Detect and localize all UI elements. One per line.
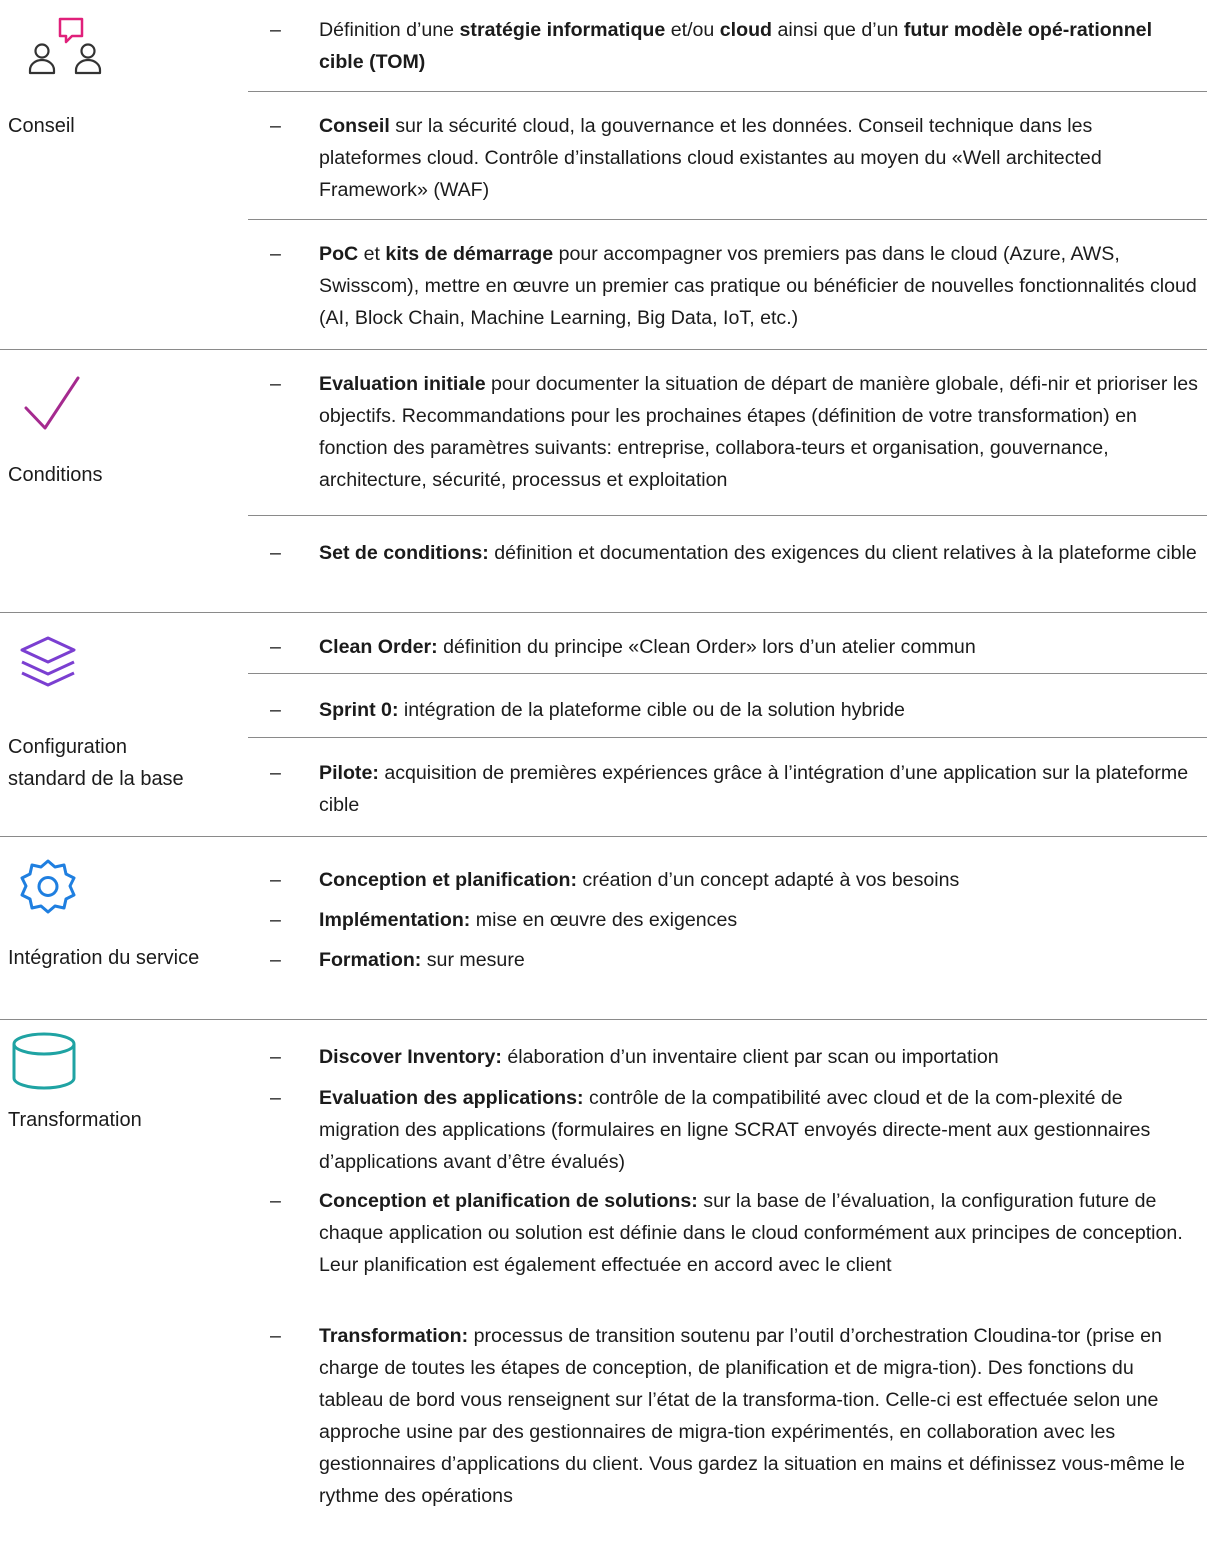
item-text — [319, 537, 1199, 569]
item-text — [319, 631, 1199, 663]
text-run: pour documenter la situation de départ de manière globale, défi-nir et prioriser les objectifs. Recommandations pour les prochaines étapes (définition de votre transformation) en fonction des paramètres suivants: entreprise, collabora-teurs et organisation, gouvernance, architecture, sécurité, processus et exploitation — [319, 373, 1198, 491]
section-divider — [0, 612, 1207, 613]
item-text — [319, 944, 1199, 976]
text-run: pour accompagner vos premiers pas dans le cloud (Azure, AWS, Swisscom), mettre en œuvre un premier cas pratique ou bénéficier de nouvelles fonctionnalités cloud (AI, Block Chain, Machine Learning, Big Data, IoT, etc.) — [319, 243, 1197, 329]
section-divider — [0, 836, 1207, 837]
layers-icon — [8, 626, 88, 706]
section-label-configuration: Configuration standard de la base — [8, 736, 184, 790]
item-dash: – — [270, 949, 281, 971]
item-text — [319, 110, 1199, 206]
text-run: définition du principe «Clean Order» lors d’un atelier commun — [437, 636, 976, 658]
bold-term: Clean Order: — [319, 636, 438, 658]
bold-term: Set de conditions: — [319, 542, 489, 564]
item-text — [319, 1082, 1199, 1178]
text-run: sur la sécurité cloud, la gouvernance et les données. Conseil technique dans les plateformes cloud. Contrôle d’installations cloud existantes au moyen du «Well architected Framework» (WAF) — [319, 115, 1102, 201]
section-label-transformation: Transformation — [8, 1109, 142, 1131]
text-run: élaboration d’un inventaire client par scan ou importation — [501, 1046, 999, 1068]
bold-term: Evaluation des applications: — [319, 1087, 584, 1109]
item-dash: – — [270, 542, 281, 564]
text-run: ainsi que d’un — [772, 19, 904, 41]
section-conditions-label-col — [8, 368, 238, 438]
item-text — [319, 14, 1199, 78]
text-run: Définition d’une — [319, 19, 460, 41]
item-divider — [248, 673, 1207, 674]
text-run: et — [358, 243, 386, 265]
item-dash: – — [270, 1087, 281, 1109]
item-dash: – — [270, 762, 281, 784]
item-dash: – — [270, 636, 281, 658]
bold-term: Conception et planification de solutions: — [319, 1190, 698, 1212]
item-text — [319, 904, 1199, 936]
item-dash: – — [270, 1325, 281, 1347]
bold-term: kits de démarrage — [385, 243, 554, 265]
text-run: définition et documentation des exigences du client relatives à la plateforme cible — [488, 542, 1197, 564]
bold-term: Conseil — [319, 115, 390, 137]
text-run: et/ou — [665, 19, 720, 41]
text-run: intégration de la plateforme cible ou de la solution hybride — [398, 699, 905, 721]
section-config-label-col — [8, 626, 238, 706]
item-dash: – — [270, 1190, 281, 1212]
item-divider — [248, 219, 1207, 220]
section-transformation-label-col — [8, 1028, 238, 1098]
text-run: acquisition de premières expériences grâce à l’intégration d’une application sur la plateforme cible — [319, 762, 1189, 816]
item-text — [319, 1320, 1199, 1512]
item-text — [319, 1041, 1199, 1073]
item-divider — [248, 515, 1207, 516]
item-dash: – — [270, 699, 281, 721]
section-divider — [0, 1019, 1207, 1020]
bold-term: Sprint 0: — [319, 699, 399, 721]
section-label-conditions: Conditions — [8, 464, 103, 486]
gear-icon — [8, 848, 88, 928]
section-integration-label-col — [8, 848, 238, 928]
consulting-people-chat-icon — [8, 14, 118, 84]
item-divider — [248, 737, 1207, 738]
item-text — [319, 694, 1199, 726]
section-conseil-label-col — [8, 14, 238, 84]
text-run: création d’un concept adapté à vos besoins — [576, 869, 960, 891]
text-run: sur mesure — [421, 949, 525, 971]
item-dash: – — [270, 373, 281, 395]
text-run: mise en œuvre des exigences — [470, 909, 738, 931]
item-divider — [248, 91, 1207, 92]
bold-term: Discover Inventory: — [319, 1046, 502, 1068]
bold-term: cloud — [719, 19, 773, 41]
text-run: sur la base de l’évaluation, la configuration future de chaque application ou solution est définie dans le cloud conformément aux principes de conception. Leur planification est également effectuée en accord avec le client — [319, 1190, 1183, 1276]
section-label-conseil: Conseil — [8, 115, 75, 137]
item-text — [319, 757, 1199, 821]
item-text — [319, 238, 1199, 334]
item-dash: – — [270, 1046, 281, 1068]
bold-term: stratégie informatique — [459, 19, 666, 41]
item-dash: – — [270, 115, 281, 137]
bold-term: Evaluation initiale — [319, 373, 486, 395]
bold-term: Implémentation: — [319, 909, 471, 931]
text-run: contrôle de la compatibilité avec cloud et de la com-plexité de migration des applications (formulaires en ligne SCRAT envoyés directe-ment aux gestionnaires d’applications avant d’être évalués) — [319, 1087, 1151, 1173]
item-dash: – — [270, 19, 281, 41]
bold-term: Formation: — [319, 949, 422, 971]
text-run: processus de transition soutenu par l’outil d’orchestration Cloudina-tor (prise en charge de toutes les étapes de conception, de planification et de migra-tion). Des fonctions du tableau de bord vous renseignent sur l’état de la transforma-tion. Celle-ci est effectuée selon une approche usine par des gestionnaires de migra-tion expérimentés, en collaboration avec les gestionnaires d’applications du client. Vous gardez la situation en mains et définissez vous-même le rythme des opérations — [319, 1325, 1185, 1507]
checkmark-icon — [8, 368, 88, 438]
database-icon — [8, 1028, 88, 1098]
item-dash: – — [270, 869, 281, 891]
item-text — [319, 1185, 1199, 1281]
item-dash: – — [270, 243, 281, 265]
bold-term: Pilote: — [319, 762, 379, 784]
section-label-integration: Intégration du service — [8, 947, 200, 969]
bold-term: futur modèle opé-rationnel cible (TOM) — [319, 19, 1153, 73]
bold-term: PoC — [319, 243, 359, 265]
item-text — [319, 368, 1199, 496]
item-dash: – — [270, 909, 281, 931]
section-divider — [0, 349, 1207, 350]
bold-term: Transformation: — [319, 1325, 469, 1347]
item-text — [319, 864, 1199, 896]
bold-term: Conception et planification: — [319, 869, 577, 891]
